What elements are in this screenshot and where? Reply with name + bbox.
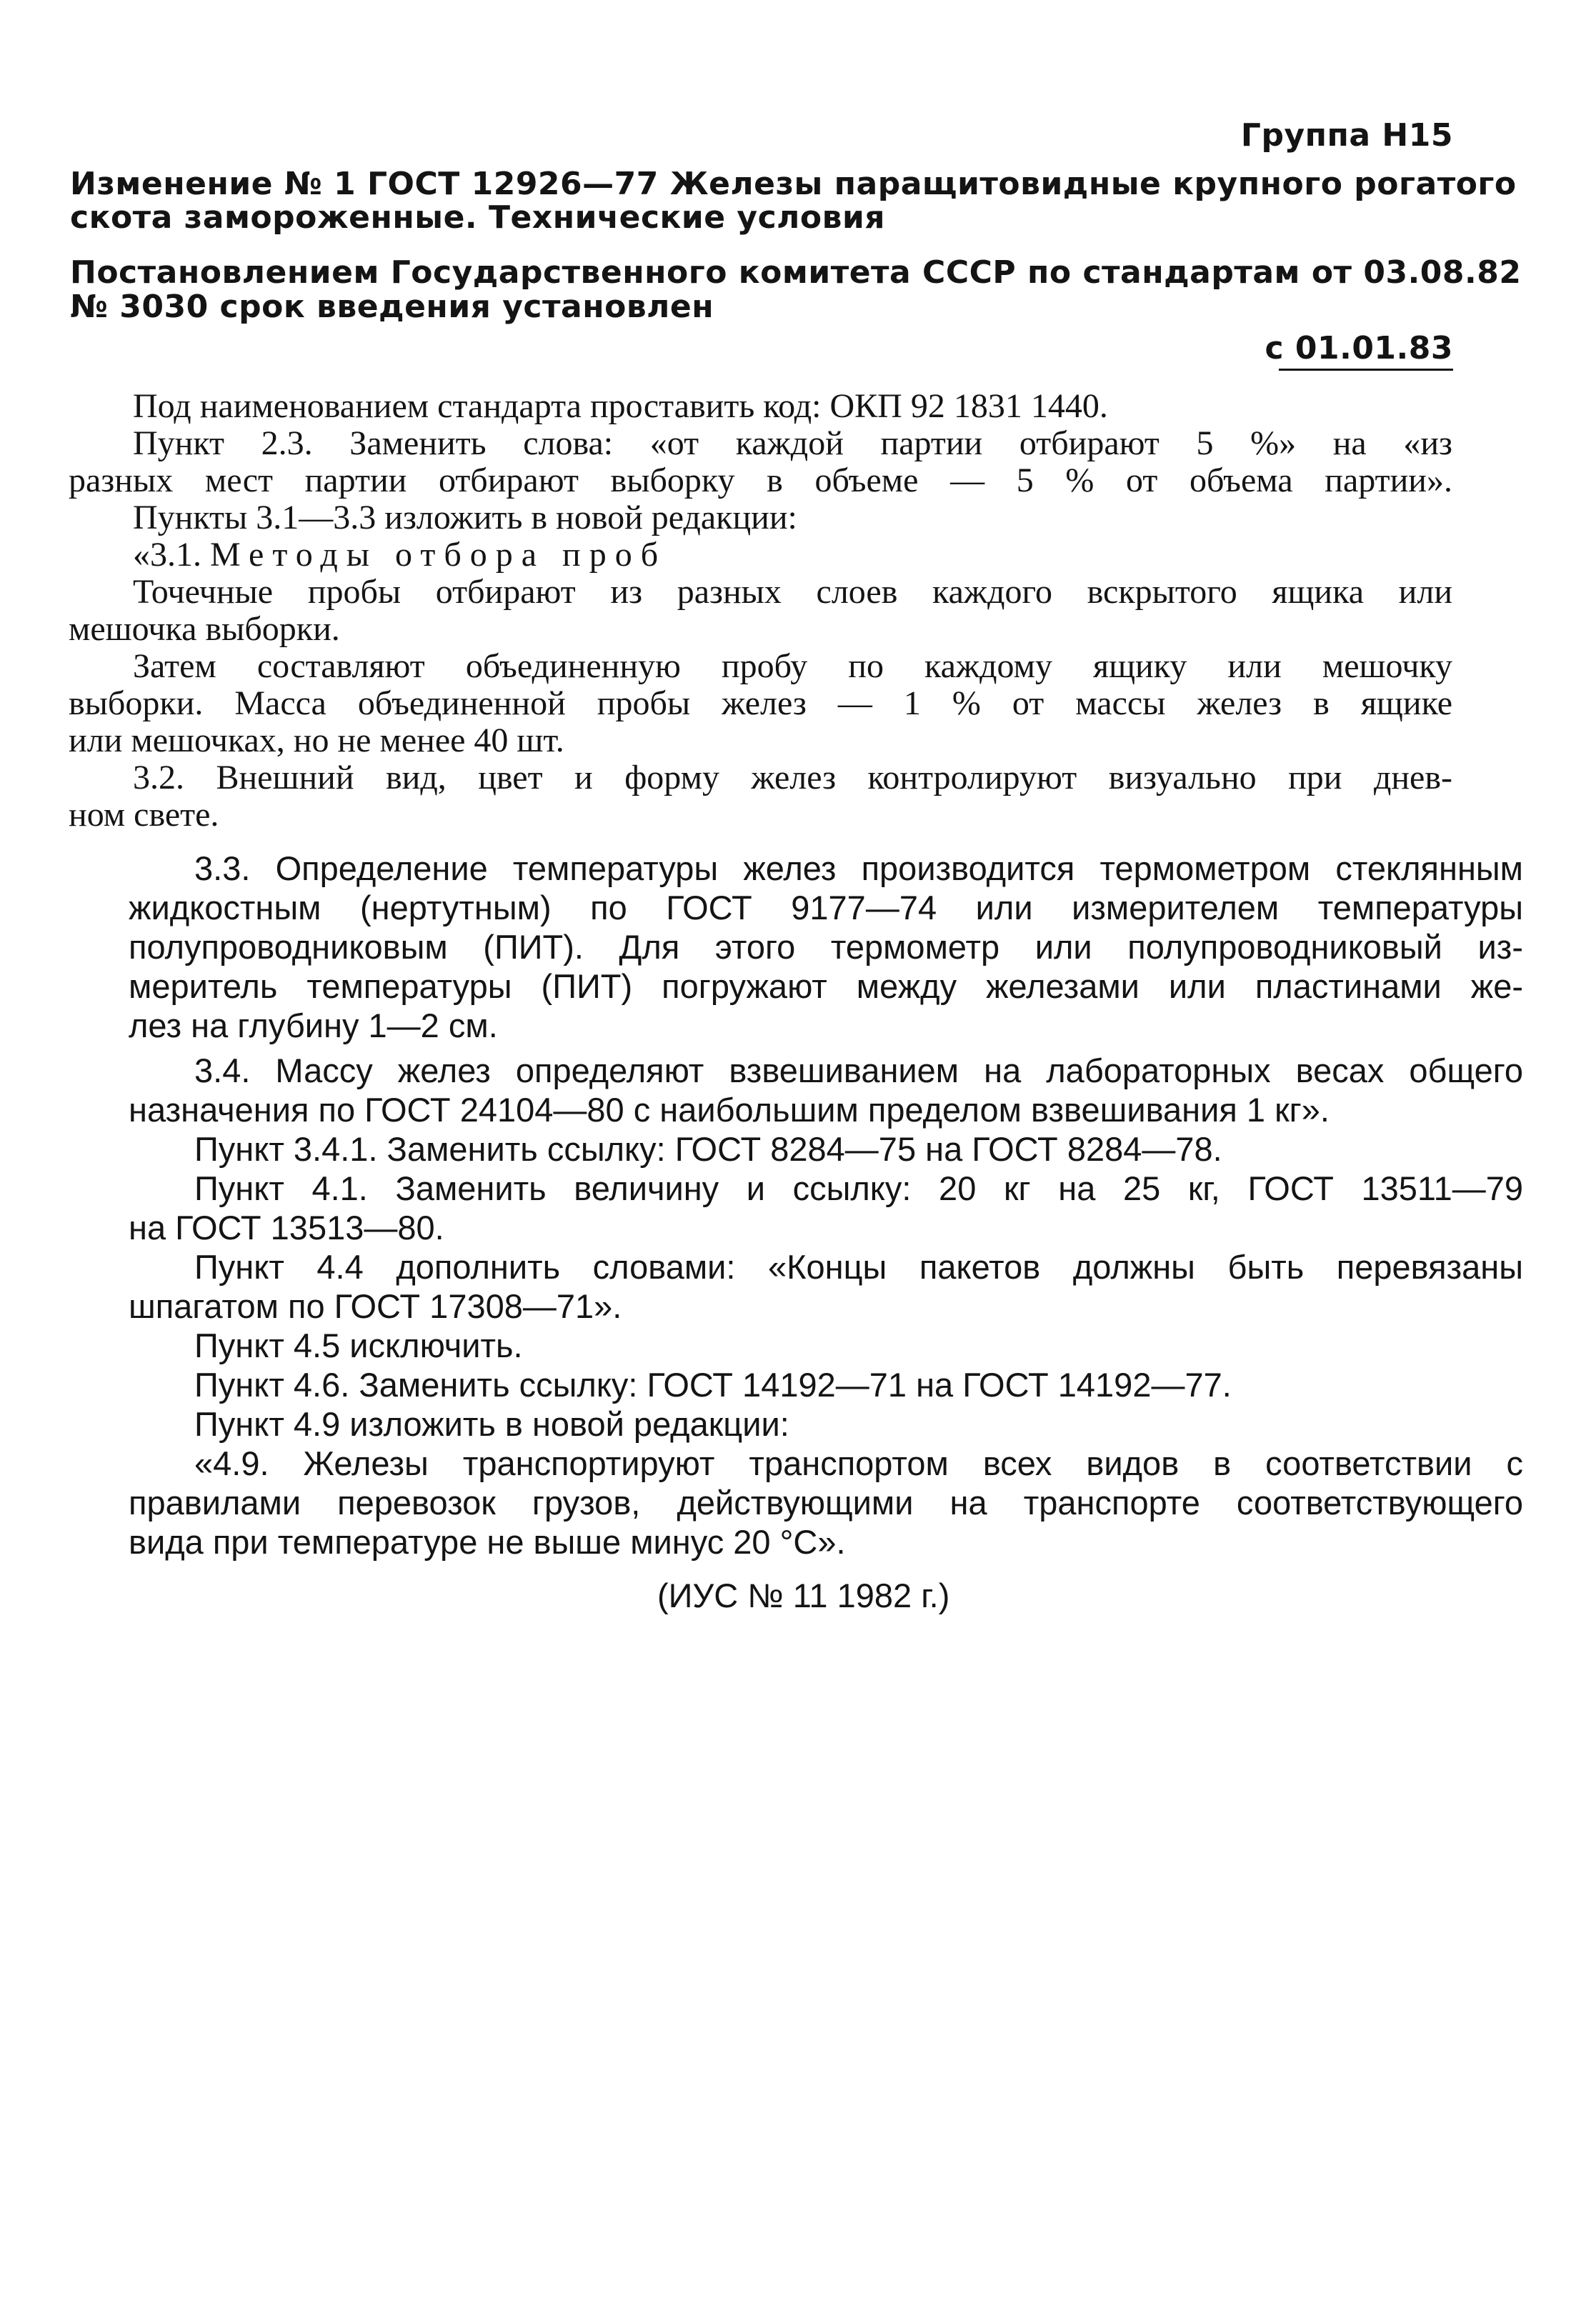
sans-p2-line-2: назначения по ГОСТ 24104—80 с наибольшим пределом взвешивания 1 кг». <box>129 1091 1330 1129</box>
sans-p2-line-1: 3.4. Массу желез определяют взвешиванием на лабораторных весах общего <box>194 1051 1523 1089</box>
sans-p4-line-2: на ГОСТ 13513—80. <box>129 1209 444 1247</box>
sans-p1-line-1: 3.3. Определение температуры желез производится термометром стеклянным <box>194 849 1523 887</box>
serif-line-4: Пункты 3.1—3.3 изложить в новой редакции: <box>133 499 797 536</box>
serif-line-3: разных мест партии отбирают выборку в объеме — 5 % от объема партии». <box>69 461 1452 499</box>
sans-p1-line-3: полупроводниковым (ПИТ). Для этого термометр или полупроводниковый из- <box>129 928 1523 966</box>
okp-code-line: Под наименованием стандарта проставить код: ОКП 92 1831 1440. <box>133 387 1108 425</box>
serif-line-10: или мешочках, но не менее 40 шт. <box>69 721 564 759</box>
decree-line-1: Постановлением Государственного комитета СССР по стандартам от 03.08.82 <box>70 254 1522 291</box>
effective-date-underline <box>1279 369 1453 371</box>
sans-p6: Пункт 4.5 исключить. <box>194 1327 523 1364</box>
sans-p3: Пункт 3.4.1. Заменить ссылку: ГОСТ 8284—75 на ГОСТ 8284—78. <box>194 1130 1222 1168</box>
serif-line-2: Пункт 2.3. Заменить слова: «от каждой партии отбирают 5 %» на «из <box>133 424 1452 462</box>
section-3-1-title: Методы отбора проб <box>210 536 667 574</box>
group-label: Группа Н15 <box>1240 117 1453 154</box>
serif-line-12: ном свете. <box>69 796 219 834</box>
source-reference: (ИУС № 11 1982 г.) <box>657 1577 950 1614</box>
serif-line-11: 3.2. Внешний вид, цвет и форму желез контролируют визуально при днев- <box>133 759 1452 796</box>
serif-line-8: Затем составляют объединенную пробу по каждому ящику или мешочку <box>133 647 1452 685</box>
serif-line-6: Точечные пробы отбирают из разных слоев каждого вскрытого ящика или <box>133 573 1452 611</box>
sans-p1-line-2: жидкостным (нертутным) по ГОСТ 9177—74 или измерителем температуры <box>129 889 1523 926</box>
sans-p1-line-5: лез на глубину 1—2 см. <box>129 1006 498 1044</box>
sans-p9-line-2: правилами перевозок грузов, действующими на транспорте соответствующего <box>129 1484 1523 1522</box>
serif-line-7: мешочка выборки. <box>69 610 340 648</box>
sans-p5-line-1: Пункт 4.4 дополнить словами: «Концы пакетов должны быть перевязаны <box>194 1248 1523 1286</box>
decree-line-2: № 3030 срок введения установлен <box>70 289 714 325</box>
sans-p5-line-2: шпагатом по ГОСТ 17308—71». <box>129 1287 622 1325</box>
sans-p8: Пункт 4.9 изложить в новой редакции: <box>194 1405 789 1443</box>
sans-p4-line-1: Пункт 4.1. Заменить величину и ссылку: 20 кг на 25 кг, ГОСТ 13511—79 <box>194 1169 1523 1207</box>
serif-line-9: выборки. Масса объединенной пробы желез — 1 % от массы желез в ящике <box>69 684 1452 722</box>
sans-p1-line-4: меритель температуры (ПИТ) погружают между железами или пластинами же- <box>129 967 1523 1005</box>
title-line-1: Изменение № 1 ГОСТ 12926—77 Железы паращитовидные крупного рогатого <box>70 166 1517 202</box>
sans-p9-line-3: вида при температуре не выше минус 20 °С». <box>129 1523 846 1561</box>
effective-date: с 01.01.83 <box>1265 330 1453 366</box>
sans-p9-line-1: «4.9. Железы транспортируют транспортом всех видов в соответствии с <box>194 1444 1523 1482</box>
section-3-1-number: «3.1. <box>133 536 201 574</box>
section-3-1-heading <box>133 538 667 572</box>
sans-p7: Пункт 4.6. Заменить ссылку: ГОСТ 14192—71 на ГОСТ 14192—77. <box>194 1366 1232 1404</box>
title-line-2: скота замороженные. Технические условия <box>70 199 886 236</box>
